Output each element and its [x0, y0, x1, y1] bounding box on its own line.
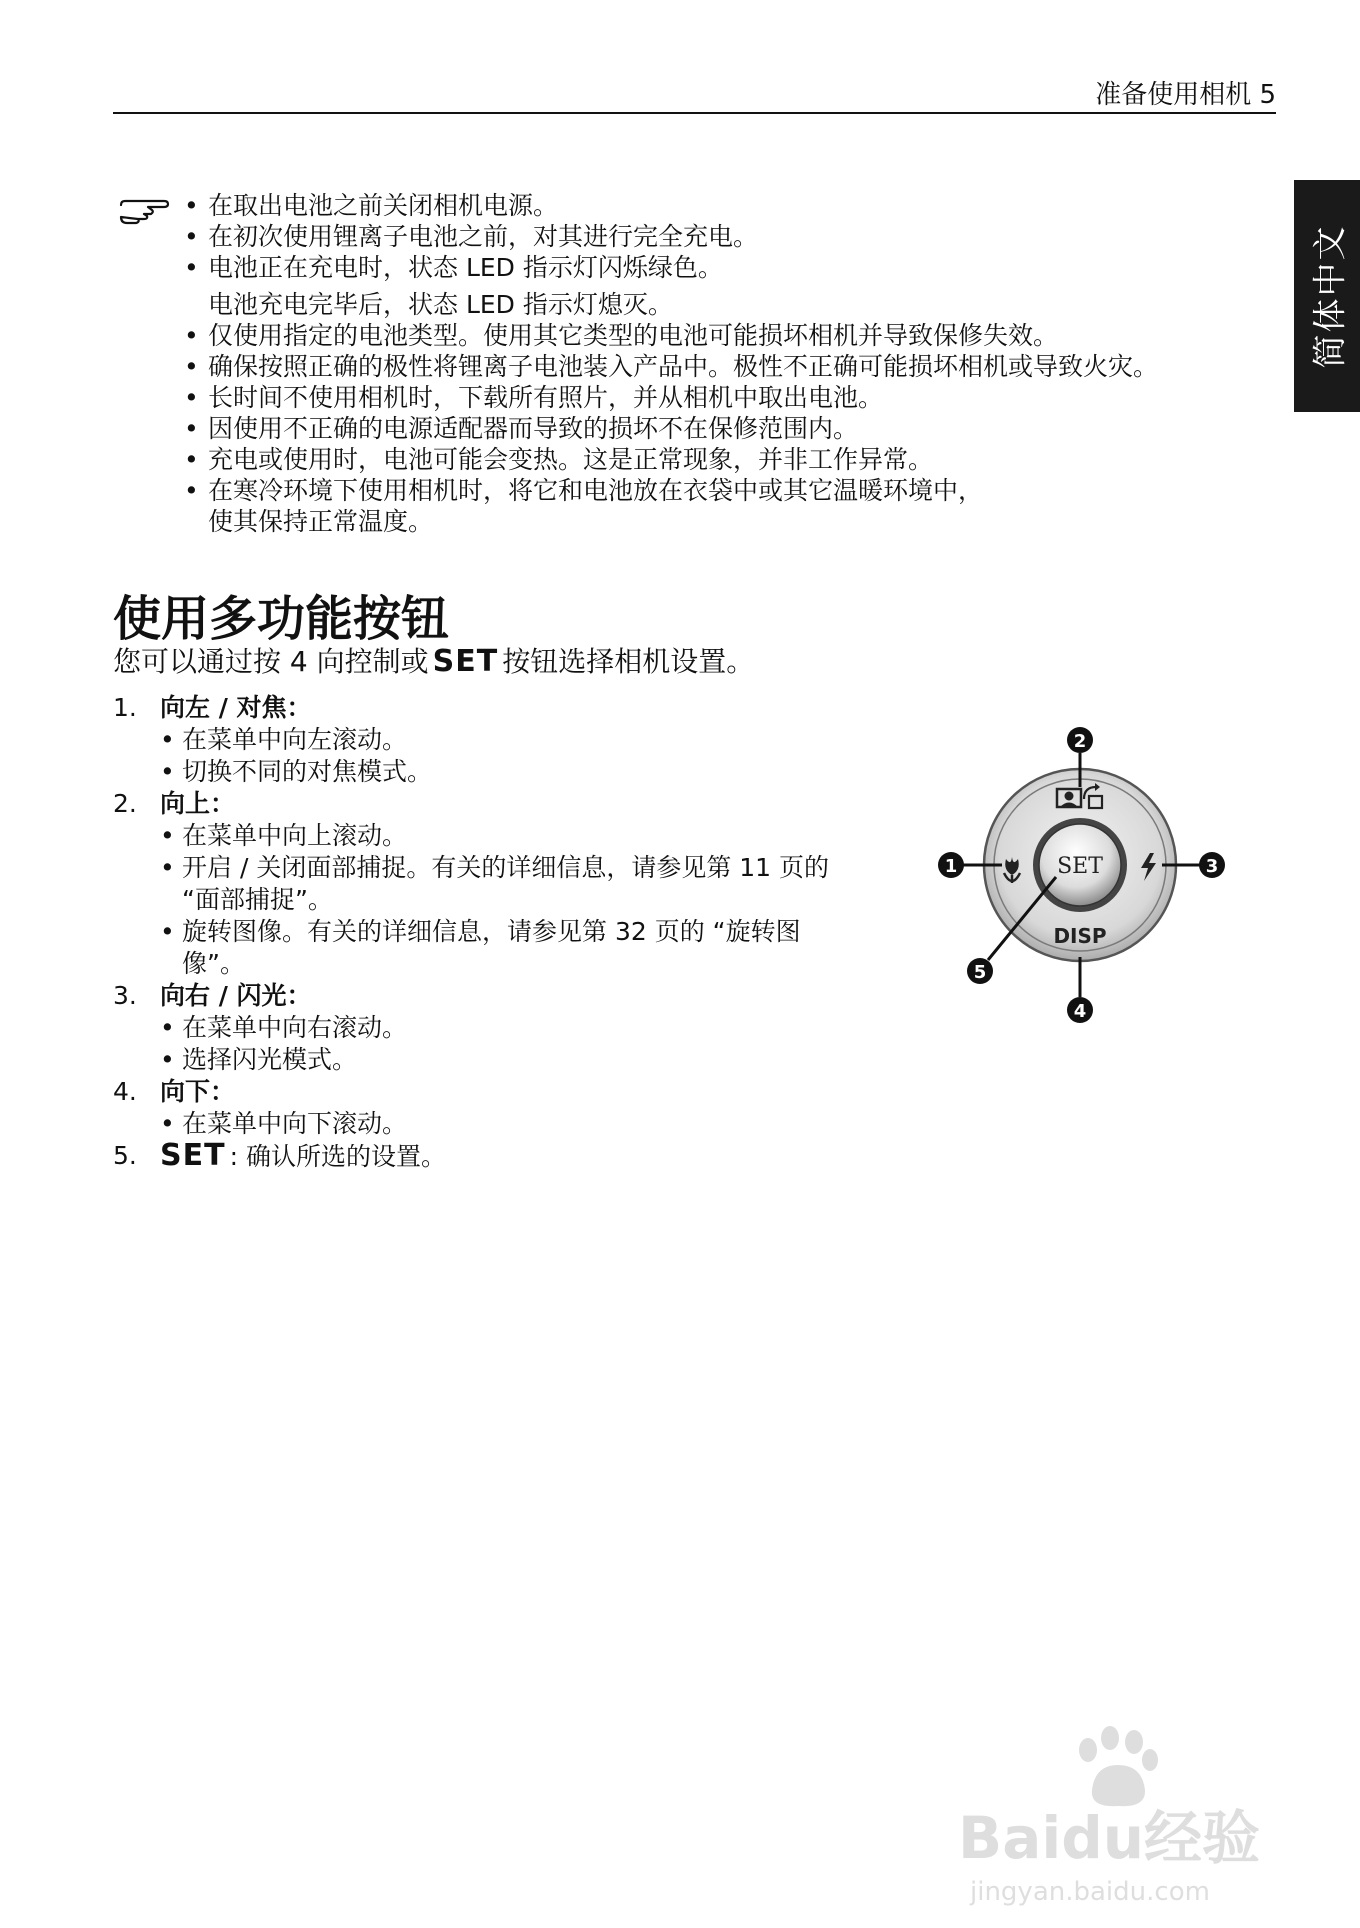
watermark-brand: Baidu经验	[958, 1804, 1261, 1872]
header-rule	[113, 112, 1276, 114]
step-bullet	[160, 820, 893, 852]
step-bullet-line: 像”。	[182, 949, 245, 978]
callout-badge-3	[1199, 852, 1225, 878]
step-bullet-line: • 在菜单中向右滚动。	[182, 1013, 408, 1042]
steps-list	[113, 692, 893, 1173]
note-line: • 因使用不正确的电源适配器而导致的损坏不在保修范围内。	[208, 414, 859, 443]
step-bullet	[160, 1044, 893, 1076]
section-intro	[113, 640, 754, 680]
note-line: • 在寒冷环境下使用相机时，将它和电池放在衣袋中或其它温暖环境中，	[208, 476, 984, 505]
note-item	[178, 382, 1288, 413]
step-bullet	[160, 852, 893, 916]
note-item	[178, 413, 1288, 444]
note-line: • 充电或使用时，电池可能会变热。这是正常现象，并非工作异常。	[208, 445, 934, 474]
note-line: • 长时间不使用相机时，下载所有照片，并从相机中取出电池。	[208, 383, 884, 412]
svg-text:2: 2	[1073, 731, 1087, 752]
callout-badge-2	[1067, 727, 1093, 753]
running-header: 准备使用相机 5	[1095, 80, 1276, 110]
step-bullet-line: • 在菜单中向下滚动。	[182, 1109, 408, 1138]
note-item	[178, 221, 1288, 252]
step-heading: SET	[160, 1138, 226, 1173]
notes-list	[178, 190, 1288, 537]
note-item	[178, 252, 1288, 320]
disp-label: DISP	[1053, 924, 1107, 948]
note-line: • 确保按照正确的极性将锂离子电池装入产品中。极性不正确可能损坏相机或导致火灾。	[208, 352, 1159, 381]
svg-text:1: 1	[944, 856, 958, 877]
language-tab	[1294, 180, 1360, 412]
step-heading: 向左 / 对焦：	[160, 693, 312, 722]
step-number: 5.	[113, 1141, 137, 1170]
step-item	[113, 980, 893, 1076]
step-heading: 向右 / 闪光：	[160, 981, 312, 1010]
step-text: : 确认所选的设置。	[229, 1142, 446, 1171]
baidu-watermark	[950, 1710, 1280, 1910]
step-number: 4.	[113, 1077, 137, 1106]
step-bullet	[160, 1108, 893, 1140]
step-bullet-line: • 切换不同的对焦模式。	[182, 757, 433, 786]
step-bullets	[160, 1108, 893, 1140]
step-heading: 向上：	[160, 789, 236, 818]
note-line: • 在初次使用锂离子电池之前，对其进行完全充电。	[208, 222, 759, 251]
step-bullet-line: • 开启 / 关闭面部捕捉。有关的详细信息，请参见第 11 页的	[182, 853, 830, 882]
step-bullets	[160, 820, 893, 980]
step-bullet	[160, 1012, 893, 1044]
note-item	[178, 320, 1288, 351]
step-bullet-line: “面部捕捉”。	[182, 885, 333, 914]
step-bullet-line: • 在菜单中向左滚动。	[182, 725, 408, 754]
note-line: • 在取出电池之前关闭相机电源。	[208, 191, 559, 220]
step-bullets	[160, 1012, 893, 1076]
step-number: 2.	[113, 789, 137, 818]
callout-badge-5	[967, 958, 993, 984]
step-bullet	[160, 916, 893, 980]
four-way-control-diagram	[900, 695, 1262, 1035]
set-button-label: SET	[1057, 854, 1103, 879]
note-item	[178, 351, 1288, 382]
note-line: 使其保持正常温度。	[208, 507, 434, 536]
step-bullet	[160, 756, 893, 788]
callout-badge-1	[938, 852, 964, 878]
note-line: 电池充电完毕后，状态 LED 指示灯熄灭。	[208, 290, 673, 319]
note-item	[178, 475, 1288, 537]
section-title: 使用多功能按钮	[113, 591, 450, 647]
step-item	[113, 1140, 893, 1173]
step-bullets	[160, 724, 893, 788]
watermark-url: jingyan.baidu.com	[970, 1877, 1210, 1907]
svg-text:5: 5	[973, 962, 987, 983]
intro-set-keyword: SET	[432, 644, 499, 679]
note-line: • 仅使用指定的电池类型。使用其它类型的电池可能损坏相机并导致保修失效。	[208, 321, 1059, 350]
step-number: 1.	[113, 693, 137, 722]
note-line: • 电池正在充电时，状态 LED 指示灯闪烁绿色。	[208, 253, 723, 282]
step-bullet-line: • 旋转图像。有关的详细信息，请参见第 32 页的 “旋转图	[182, 917, 801, 946]
intro-text-after: 按钮选择相机设置。	[502, 645, 755, 678]
note-item	[178, 190, 1288, 221]
pointing-hand-note-icon	[118, 196, 172, 226]
step-item	[113, 1076, 893, 1140]
note-item	[178, 444, 1288, 475]
step-number: 3.	[113, 981, 137, 1010]
paw-logo-icon	[1079, 1726, 1158, 1806]
callout-badge-4	[1067, 997, 1093, 1023]
step-heading: 向下：	[160, 1077, 236, 1106]
language-tab-label: 简体中文	[1310, 224, 1351, 368]
step-bullet	[160, 724, 893, 756]
step-item	[113, 692, 893, 788]
intro-text-before: 您可以通过按 4 向控制或	[113, 645, 429, 678]
step-bullet-line: • 选择闪光模式。	[182, 1045, 358, 1074]
svg-text:3: 3	[1205, 856, 1219, 877]
step-item	[113, 788, 893, 980]
step-bullet-line: • 在菜单中向上滚动。	[182, 821, 408, 850]
svg-text:4: 4	[1073, 1001, 1087, 1022]
